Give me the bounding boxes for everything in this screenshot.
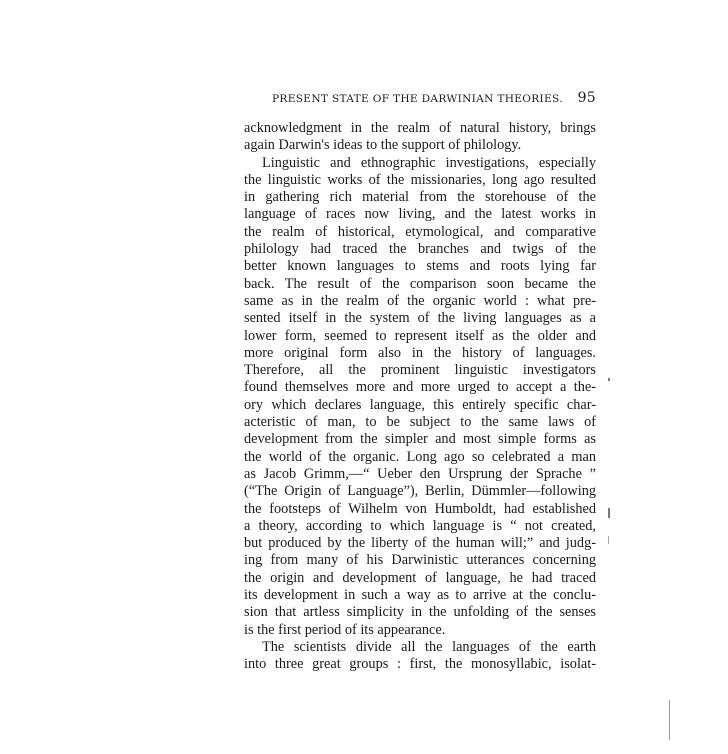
text-line: philology had traced the branches and twigs of the <box>244 241 596 258</box>
text-line: sion that artless simplicity in the unfolding of the senses <box>244 604 596 621</box>
text-line: sented itself in the system of the living languages as a <box>244 310 596 327</box>
scan-edge-line <box>669 700 670 740</box>
text-line: acknowledgment in the realm of natural history, brings <box>244 120 596 136</box>
text-line: more original form also in the history of languages. <box>244 344 596 361</box>
text-line: The scientists divide all the languages of the earth <box>262 638 596 655</box>
text-line: ing from many of his Darwinistic utterances concerning <box>244 552 596 569</box>
paragraph <box>244 155 596 639</box>
text-line: (“The Origin of Language”), Berlin, Dümmler—following <box>244 483 596 500</box>
text-line: into three great groups : first, the monosyllabic, isolat- <box>244 656 596 673</box>
text-line: acteristic of man, to be subject to the same laws of <box>244 414 596 431</box>
text-line: the origin and development of language, he had traced <box>244 569 596 586</box>
text-line: found themselves more and more urged to accept a the- <box>244 379 596 396</box>
text-line: language of races now living, and the latest works in <box>244 206 596 223</box>
text-line: the footsteps of Wilhelm von Humboldt, had established <box>244 500 596 517</box>
scan-speck <box>608 378 610 381</box>
text-line: a theory, according to which language is “ not created, <box>244 517 596 534</box>
text-line: its development in such a way as to arrive at the conclu- <box>244 587 596 604</box>
text-line: Linguistic and ethnographic investigations, especially <box>262 154 596 171</box>
text-line: development from the simpler and most simple forms as <box>244 431 596 448</box>
paragraph <box>244 639 596 674</box>
text-line: Therefore, all the prominent linguistic investigators <box>244 362 596 379</box>
text-line: again Darwin's ideas to the support of philology. <box>244 137 522 154</box>
text-line: as Jacob Grimm,—“ Ueber den Ursprung der Sprache ” <box>244 465 596 482</box>
text-line: the world of the organic. Long ago so celebrated a man <box>244 448 596 465</box>
page-header <box>258 92 598 108</box>
page-number: 95 <box>577 90 596 106</box>
scan-speck <box>608 508 610 518</box>
running-title: PRESENT STATE OF THE DARWINIAN THEORIES. <box>272 93 563 105</box>
text-line: better known languages to stems and roots lying far <box>244 258 596 275</box>
text-line: lower form, seemed to represent itself as the older and <box>244 327 596 344</box>
text-line: in gathering rich material from the storehouse of the <box>244 189 596 206</box>
paragraph <box>244 120 596 155</box>
body-text <box>244 120 596 674</box>
text-line: same as in the realm of the organic world : what pre- <box>244 292 596 309</box>
text-line: the realm of historical, etymological, and comparative <box>244 223 596 240</box>
scan-speck <box>608 536 609 544</box>
text-line: but produced by the liberty of the human will;” and judg- <box>244 535 596 552</box>
text-line: back. The result of the comparison soon became the <box>244 275 596 292</box>
text-line: ory which declares language, this entirely specific char- <box>244 396 596 413</box>
text-line: is the first period of its appearance. <box>244 621 446 638</box>
text-line: the linguistic works of the missionaries, long ago resulted <box>244 171 596 188</box>
